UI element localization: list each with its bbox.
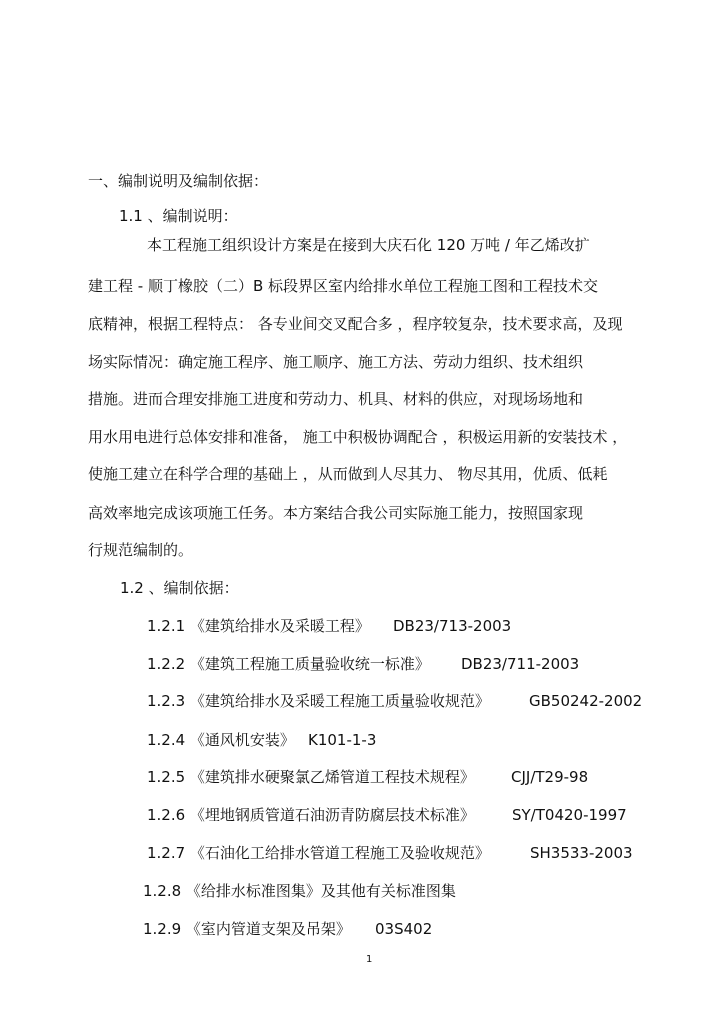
- reference-code: SH3533-2003: [530, 844, 633, 862]
- reference-code: DB23/713-2003: [393, 617, 512, 635]
- paragraph-line: 底精神，根据工程特点： 各专业间交叉配合多 ，程序较复杂，技术要求高，及现: [88, 315, 623, 333]
- reference-title: 1.2.7 《石油化工给排水管道工程施工及验收规范》: [147, 844, 490, 862]
- paragraph-line: 高效率地完成该项施工任务。本方案结合我公司实际施工能力，按照国家现: [88, 504, 584, 522]
- reference-code: SY/T0420-1997: [512, 806, 627, 824]
- reference-item: [147, 805, 627, 825]
- reference-code: 03S402: [375, 920, 433, 938]
- section-1-1-title: 1.1 、编制说明：: [119, 207, 238, 225]
- reference-title: 1.2.1 《建筑给排水及采暖工程》: [147, 617, 370, 635]
- paragraph-line: 本工程施工组织设计方案是在接到大庆石化 120 万吨 / 年乙烯改扩: [147, 236, 590, 254]
- reference-title: 1.2.6 《埋地钢质管道石油沥青防腐层技术标准》: [147, 806, 475, 824]
- paragraph-line: 措施。进而合理安排施工进度和劳动力、机具、材料的供应，对现场场地和: [88, 390, 584, 408]
- paragraph-line: 建工程 - 顺丁橡胶（二）B 标段界区室内给排水单位工程施工图和工程技术交: [88, 277, 599, 295]
- reference-item: [143, 919, 433, 939]
- reference-item: [147, 843, 633, 863]
- reference-title: 1.2.8 《给排水标准图集》及其他有关标准图集: [143, 882, 456, 900]
- reference-code: K101-1-3: [308, 731, 377, 749]
- paragraph-line: 场实际情况：确定施工程序、施工顺序、施工方法、劳动力组织、技术组织: [88, 353, 584, 371]
- reference-title: 1.2.5 《建筑排水硬聚氯乙烯管道工程技术规程》: [147, 768, 475, 786]
- reference-item: [147, 767, 589, 787]
- section-1-2-title: 1.2 、编制依据：: [120, 579, 239, 597]
- reference-item: [143, 881, 456, 901]
- reference-title: 1.2.2 《建筑工程施工质量验收统一标准》: [147, 655, 430, 673]
- reference-code: CJJ/T29-98: [511, 768, 589, 786]
- reference-code: DB23/711-2003: [461, 655, 580, 673]
- reference-title: 1.2.9 《室内管道支架及吊架》: [143, 920, 351, 938]
- paragraph-line: 行规范编制的。: [88, 541, 194, 559]
- reference-title: 1.2.4 《通风机安装》: [147, 731, 295, 749]
- reference-title: 1.2.3 《建筑给排水及采暖工程施工质量验收规范》: [147, 692, 490, 710]
- page-number: 1: [366, 954, 373, 965]
- reference-item: [147, 730, 377, 750]
- reference-item: [147, 691, 643, 711]
- reference-item: [147, 616, 512, 636]
- paragraph-line: 用水用电进行总体安排和准备， 施工中积极协调配合 ，积极运用新的安装技术 ，: [88, 428, 628, 446]
- paragraph-line: 使施工建立在科学合理的基础上 ，从而做到人尽其力、 物尽其用，优质、低耗: [88, 465, 608, 483]
- reference-item: [147, 654, 580, 674]
- heading: 一、编制说明及编制依据：: [88, 172, 269, 190]
- reference-code: GB50242-2002: [529, 692, 643, 710]
